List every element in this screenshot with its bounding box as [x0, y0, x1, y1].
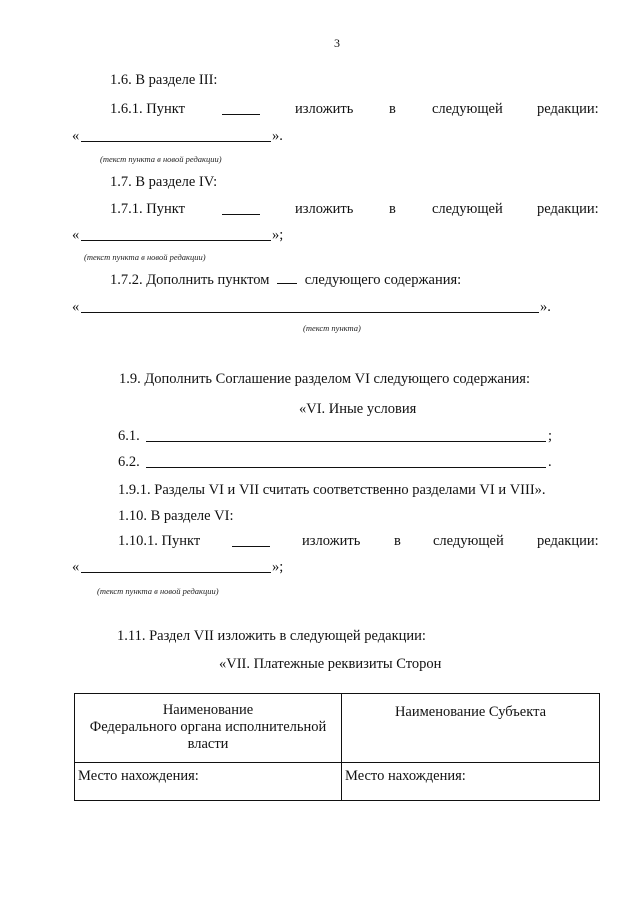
section-1-6-1-close: ».: [272, 128, 283, 144]
section-1-6-1-text-line: [81, 141, 271, 142]
location-federal-cell: [75, 763, 342, 801]
word-sleduyushchey: следующей: [433, 533, 504, 549]
section-1-10-1-close: »;: [272, 559, 284, 575]
location-subject-label: Место нахождения:: [345, 768, 466, 784]
section-1-7-2-close: ».: [540, 299, 551, 315]
item-6-2-line: [146, 467, 546, 468]
point-number-blank: [277, 271, 297, 284]
section-1-10-1-text-line: [81, 572, 271, 573]
item-6-1-label: 6.1.: [118, 428, 140, 444]
table-header-row: [75, 694, 600, 763]
requisites-table: [74, 693, 600, 801]
section-1-7-1-text-line: [81, 240, 271, 241]
word-redaktsii: редакции:: [537, 201, 599, 217]
section-vi-title: «VI. Иные условия: [299, 401, 417, 417]
point-number-blank: [232, 534, 270, 547]
section-1-7-1-close: »;: [272, 227, 284, 243]
word-redaktsii: редакции:: [537, 533, 599, 549]
section-1-10-1-open-quote: «: [72, 559, 80, 575]
point-number-blank: [222, 102, 260, 115]
word-izlozhit: изложить: [295, 201, 354, 217]
word-v: в: [394, 533, 401, 549]
word-sleduyushchey: следующей: [432, 201, 503, 217]
section-1-10-1-note: (текст пункта в новой редакции): [97, 586, 219, 596]
section-1-7-2-part-a: 1.7.2. Дополнить пунктом: [110, 272, 270, 288]
section-1-6-1-open-quote: «: [72, 128, 80, 144]
section-1-7-heading: 1.7. В разделе IV:: [110, 174, 218, 190]
item-6-2-end: .: [548, 454, 552, 470]
word-izlozhit: изложить: [295, 101, 354, 117]
item-6-1-end: ;: [548, 428, 553, 444]
section-1-9-1-text: 1.9.1. Разделы VI и VII считать соответственно разделами VI и VIII».: [118, 482, 546, 498]
section-1-10-heading: 1.10. В разделе VI:: [118, 508, 234, 524]
section-1-7-1-open-quote: «: [72, 227, 80, 243]
word-punkt: 1.10.1. Пункт: [118, 533, 201, 549]
word-punkt: 1.6.1. Пункт: [110, 101, 185, 117]
item-6-2-label: 6.2.: [118, 454, 140, 470]
header-federal-body-line2: Федерального органа исполнительной: [89, 719, 327, 735]
section-1-7-2-part-b: следующего содержания:: [304, 272, 462, 288]
table-row: [75, 763, 600, 801]
section-1-7-1-note: (текст пункта в новой редакции): [84, 252, 206, 262]
section-vii-title: «VII. Платежные реквизиты Сторон: [219, 656, 442, 672]
location-federal-label: Место нахождения:: [78, 768, 199, 784]
section-1-11-heading: 1.11. Раздел VII изложить в следующей редакции:: [117, 628, 426, 644]
section-1-7-2-line: [110, 271, 461, 289]
header-subject: [342, 694, 600, 763]
word-redaktsii: редакции:: [537, 101, 599, 117]
section-1-9-heading: 1.9. Дополнить Соглашение разделом VI следующего содержания:: [119, 371, 530, 387]
header-federal-body: [75, 694, 342, 763]
page-number: 3: [334, 36, 340, 50]
section-1-7-2-note: (текст пункта): [303, 323, 361, 333]
location-subject-cell: [342, 763, 600, 801]
word-sleduyushchey: следующей: [432, 101, 503, 117]
word-v: в: [389, 101, 396, 117]
section-1-7-2-text-line: [81, 312, 539, 313]
section-1-6-1-note: (текст пункта в новой редакции): [100, 154, 222, 164]
header-federal-body-line1: Наименование: [162, 702, 254, 718]
item-6-1-line: [146, 441, 546, 442]
section-1-7-2-open-quote: «: [72, 299, 80, 315]
word-punkt: 1.7.1. Пункт: [110, 201, 185, 217]
section-1-6-heading: 1.6. В разделе III:: [110, 72, 218, 88]
header-subject-text: Наименование Субъекта: [394, 704, 547, 720]
word-izlozhit: изложить: [302, 533, 361, 549]
point-number-blank: [222, 202, 260, 215]
word-v: в: [389, 201, 396, 217]
header-federal-body-line3: власти: [187, 736, 229, 752]
